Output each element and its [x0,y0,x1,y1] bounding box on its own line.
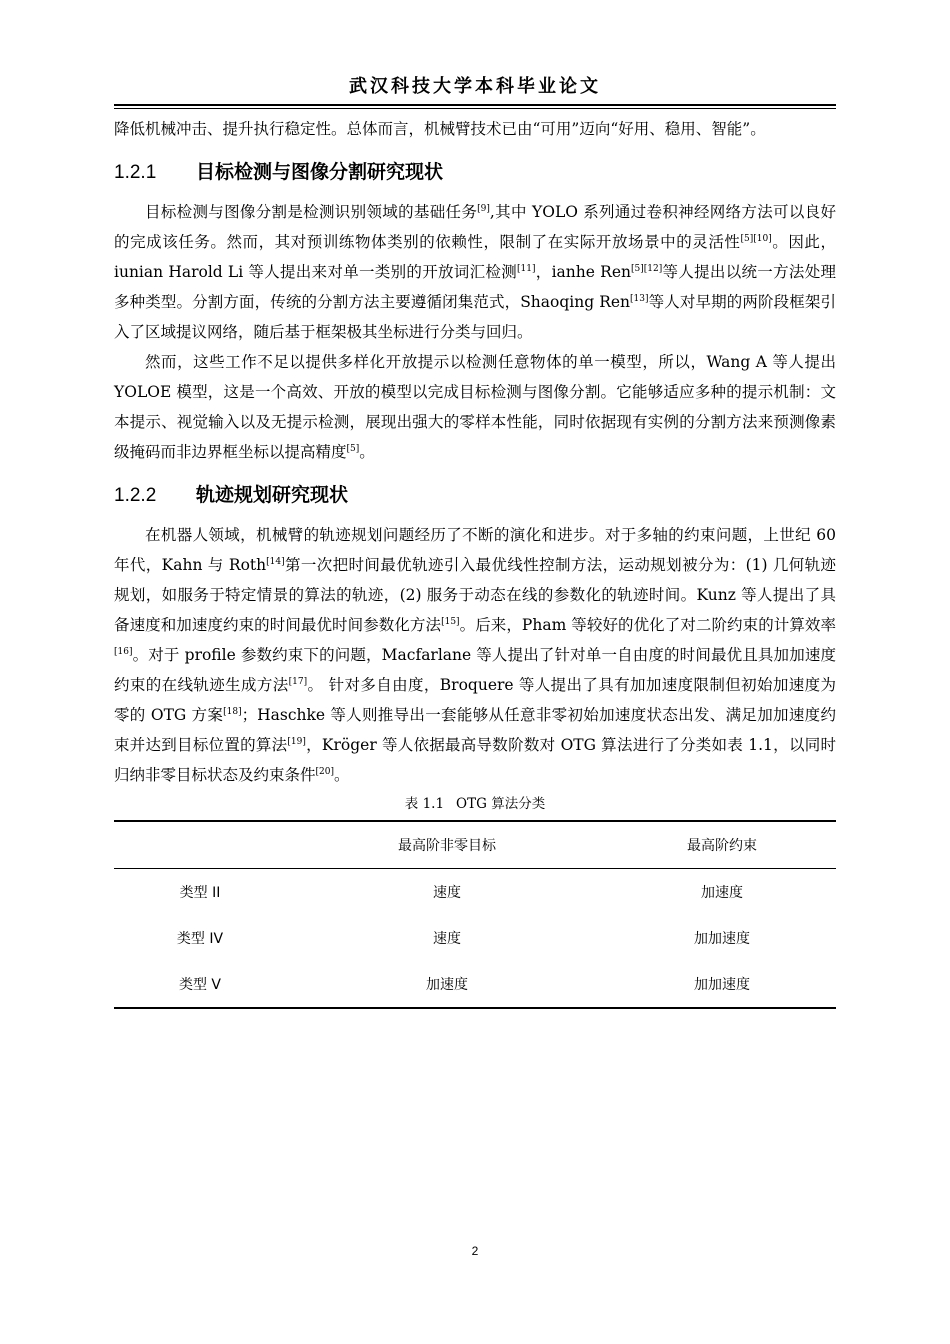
page-number: 2 [471,1244,479,1258]
citation: [13] [630,294,649,304]
citation: [9] [477,204,490,214]
section-number: 1.2.1 [114,162,157,183]
section-1-paragraph-2 [114,347,836,467]
page-content [114,114,836,1009]
table-row [114,915,836,961]
text-run: ，Kröger 等人依据最高导数阶数对 OTG 算法进行了分类如表 1.1，以同时归纳非零目标状态及约束条件 [114,736,836,784]
text-run: ,其中 YOLO 系列通过卷积神经网络方法可以良好的完成该任务。然而，其对预训练物体类别的依赖性，限制了在实际开放场景中的灵活性 [114,203,836,251]
text-run: 。 针对多自由度，Broquere 等人提出了具有加加速度限制但初始加速度为零的 OTG 方案 [114,676,836,724]
citation: [5][10] [740,234,772,244]
section-number: 1.2.2 [114,485,157,506]
citation: [5] [346,444,360,454]
header-rule-thick [114,104,836,106]
text-run: 等人对早期的两阶段框架引入了区域提议网络，随后基于框架极其坐标进行分类与回归。 [114,293,836,341]
section-heading-1-2-1 [114,156,836,189]
table-header-row [114,821,836,869]
running-header: 武汉科技大学本科毕业论文 [349,76,601,97]
text-run: 第一次把时间最优轨迹引入最优线性控制方法，运动规划被分为：(1) 几何轨迹规划，如服务于特定情景的算法的轨迹，(2) 服务于动态在线的参数化的轨迹时间。Kunz 等人提出了具备速度和加速度约束的时间最优时间参数化方法 [114,556,837,634]
text-run: ；Haschke 等人则推导出一套能够从任意非零初始加速度状态出发、满足加加速度约束并达到目标位置的算法 [114,706,836,754]
table-row [114,961,836,1008]
table-caption-title: OTG 算法分类 [456,796,546,812]
section-title: 目标检测与图像分割研究现状 [196,161,444,183]
table-cell: 类型 V [114,961,286,1008]
table-row [114,869,836,916]
citation: [18] [223,707,242,717]
table-cell: 速度 [433,885,461,901]
table-caption-label: 表 1.1 [404,796,445,812]
citation: [20] [315,767,334,777]
section-2-paragraph-1 [114,520,836,790]
table-cell: 加加速度 [694,931,750,947]
text-run: 目标检测与图像分割是检测识别领域的基础任务 [145,203,478,221]
text-run: 然而，这些工作不足以提供多样化开放提示以检测任意物体的单一模型，所以，Wang A 等人提出 YOLOE 模型，这是一个高效、开放的模型以完成目标检测与图像分割。它能够适应多种的提示机制：文本提示、视觉输入以及无提示检测，展现出强大的零样本性能，同时依据现有实例的分割方法来预测像素级掩码而非边界框坐标以提高精度 [114,353,836,461]
text-run: 。 [359,443,375,461]
table-header-cell [114,821,286,869]
text-run: ，ianhe Ren [535,263,631,281]
otg-classification-table [114,820,836,1009]
text-run: 。 [334,766,350,784]
intro-tail-paragraph: 降低机械冲击、提升执行稳定性。总体而言，机械臂技术已由“可用”迈向“好用、稳用、智能”。 [114,120,766,138]
text-run: 。对于 profile 参数约束下的问题，Macfarlane 等人提出了针对单一自由度的时间最优且具加加速度约束的在线轨迹生成方法 [114,646,836,694]
section-heading-1-2-2 [114,479,836,512]
section-title: 轨迹规划研究现状 [196,484,349,506]
table-cell: 类型 IV [176,931,224,947]
citation: [16] [114,647,133,657]
citation: [11] [517,264,536,274]
text-run: 。后来，Pham 等较好的优化了对二阶约束的计算效率 [459,616,836,634]
citation: [17] [288,677,308,687]
table-header-cell: 最高阶非零目标 [286,821,608,869]
table-cell: 类型 II [179,885,221,901]
text-run: 。因此，iunian Harold Li 等人提出来对单一类别的开放词汇检测 [114,233,836,281]
table-cell: 加速度 [286,961,608,1008]
header-rule-thin [114,108,836,109]
section-1-paragraph-1 [114,197,836,347]
table-cell: 速度 [433,931,461,947]
table-cell: 加速度 [701,885,743,901]
text-run: 在机器人领域，机械臂的轨迹规划问题经历了不断的演化和进步。对于多轴的约束问题，上世纪 60 年代，Kahn 与 Roth [114,526,836,574]
citation: [5][12] [630,264,663,274]
citation: [19] [287,737,306,747]
citation: [15] [441,617,460,627]
text-run: 等人提出以统一方法处理多种类型。分割方面，传统的分割方法主要遵循闭集范式，Shaoqing Ren [114,263,837,311]
table-cell: 加加速度 [608,961,836,1008]
table-header-cell: 最高阶约束 [608,821,836,869]
table-caption [114,792,836,816]
citation: [14] [266,557,285,567]
